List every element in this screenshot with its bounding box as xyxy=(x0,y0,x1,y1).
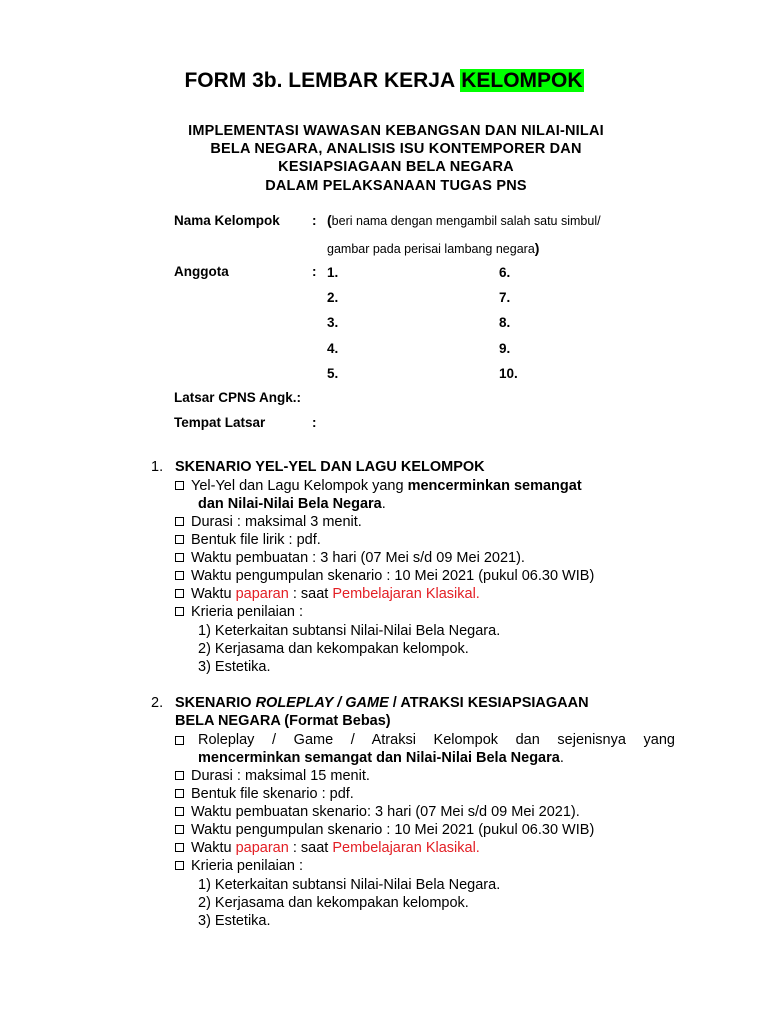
anggota-number: 9. xyxy=(499,341,511,356)
s1-item-pembuatan: Waktu pembuatan : 3 hari (07 Mei s/d 09 Mei 2021). xyxy=(175,549,525,567)
nama-note-line-1 xyxy=(327,212,601,230)
nama-note-1: beri nama dengan mengambil salah satu simbul/ xyxy=(331,214,601,228)
subtitle-line-2: BELA NEGARA, ANALISIS ISU KONTEMPORER DAN xyxy=(210,141,582,157)
checkbox-icon xyxy=(175,607,184,616)
s2-item-paparan: Waktu paparan : saat Pembelajaran Klasikal. xyxy=(175,839,480,857)
subtitle-line-3: KESIAPSIAGAAN BELA NEGARA xyxy=(278,159,514,175)
s1-criteria-item: 3) Estetika. xyxy=(198,659,271,675)
checkbox-icon xyxy=(175,517,184,526)
anggota-number: 1. xyxy=(327,265,339,280)
section-1-number: 1. xyxy=(151,459,164,475)
s1-item-yelyel: Yel-Yel dan Lagu Kelompok yang mencerminkan semangat xyxy=(175,477,582,495)
checkbox-icon xyxy=(175,771,184,780)
latsar-label: Latsar CPNS Angk.: xyxy=(174,390,302,405)
s2-criteria-item: 3) Estetika. xyxy=(198,913,271,929)
nama-note-line-2 xyxy=(327,240,539,258)
title-highlight: KELOMPOK xyxy=(461,69,583,92)
s2-item-durasi: Durasi : maksimal 15 menit. xyxy=(175,767,370,785)
s2-item-roleplay-cont: mencerminkan semangat dan Nilai-Nilai Bela Negara. xyxy=(198,750,564,766)
s2-item-pembuatan: Waktu pembuatan skenario: 3 hari (07 Mei s/d 09 Mei 2021). xyxy=(175,803,580,821)
checkbox-icon xyxy=(175,807,184,816)
checkbox-icon xyxy=(175,843,184,852)
tempat-latsar-label: Tempat Latsar xyxy=(174,415,266,430)
section-1-heading: SKENARIO YEL-YEL DAN LAGU KELOMPOK xyxy=(175,459,485,475)
checkbox-icon xyxy=(175,481,184,490)
nama-note-2: gambar pada perisai lambang negara xyxy=(327,242,535,256)
anggota-label: Anggota xyxy=(174,264,229,279)
anggota-number: 3. xyxy=(327,315,339,330)
form-title xyxy=(0,66,768,96)
s2-criteria-item: 2) Kerjasama dan kekompakan kelompok. xyxy=(198,895,469,911)
checkbox-icon xyxy=(175,789,184,798)
close-paren: ) xyxy=(534,240,540,256)
anggota-colon: : xyxy=(312,264,317,279)
nama-colon: : xyxy=(312,213,317,228)
s2-item-bentuk: Bentuk file skenario : pdf. xyxy=(175,785,354,803)
title-text: FORM 3b. LEMBAR KERJA xyxy=(184,69,461,92)
subtitle-line-4: DALAM PELAKSANAAN TUGAS PNS xyxy=(265,178,527,194)
s2-item-roleplay: Roleplay / Game / Atraksi Kelompok dan sejenisnya yang xyxy=(175,731,675,749)
s1-item-paparan: Waktu paparan : saat Pembelajaran Klasikal. xyxy=(175,585,480,603)
anggota-number: 5. xyxy=(327,366,339,381)
s2-criteria-item: 1) Keterkaitan subtansi Nilai-Nilai Bela Negara. xyxy=(198,877,501,893)
s1-item-kriteria: Krieria penilaian : xyxy=(175,603,303,621)
checkbox-icon xyxy=(175,736,184,745)
s1-criteria-item: 2) Kerjasama dan kekompakan kelompok. xyxy=(198,641,469,657)
checkbox-icon xyxy=(175,589,184,598)
s2-item-pengumpulan: Waktu pengumpulan skenario : 10 Mei 2021 (pukul 06.30 WIB) xyxy=(175,821,594,839)
tempat-colon: : xyxy=(312,415,317,430)
checkbox-icon xyxy=(175,535,184,544)
s1-item-durasi: Durasi : maksimal 3 menit. xyxy=(175,513,362,531)
anggota-number: 7. xyxy=(499,290,511,305)
anggota-number: 4. xyxy=(327,341,339,356)
s1-criteria-item: 1) Keterkaitan subtansi Nilai-Nilai Bela Negara. xyxy=(198,623,501,639)
s2-item-kriteria: Krieria penilaian : xyxy=(175,857,303,875)
anggota-number: 6. xyxy=(499,265,511,280)
checkbox-icon xyxy=(175,553,184,562)
checkbox-icon xyxy=(175,571,184,580)
checkbox-icon xyxy=(175,825,184,834)
open-paren: ( xyxy=(327,212,332,228)
s1-item-pengumpulan: Waktu pengumpulan skenario : 10 Mei 2021 (pukul 06.30 WIB) xyxy=(175,567,594,585)
section-2-number: 2. xyxy=(151,695,164,711)
anggota-number: 10. xyxy=(499,366,518,381)
s1-item-yelyel-cont: dan Nilai-Nilai Bela Negara. xyxy=(198,496,386,512)
anggota-number: 2. xyxy=(327,290,339,305)
checkbox-icon xyxy=(175,861,184,870)
nama-kelompok-label: Nama Kelompok xyxy=(174,213,280,228)
section-2-heading-cont: BELA NEGARA (Format Bebas) xyxy=(175,713,391,729)
section-2-heading: SKENARIO ROLEPLAY / GAME / ATRAKSI KESIAPSIAGAAN xyxy=(175,695,589,711)
s1-item-bentuk: Bentuk file lirik : pdf. xyxy=(175,531,321,549)
anggota-number: 8. xyxy=(499,315,511,330)
subtitle-line-1: IMPLEMENTASI WAWASAN KEBANGSAN DAN NILAI-NILAI xyxy=(188,123,604,139)
